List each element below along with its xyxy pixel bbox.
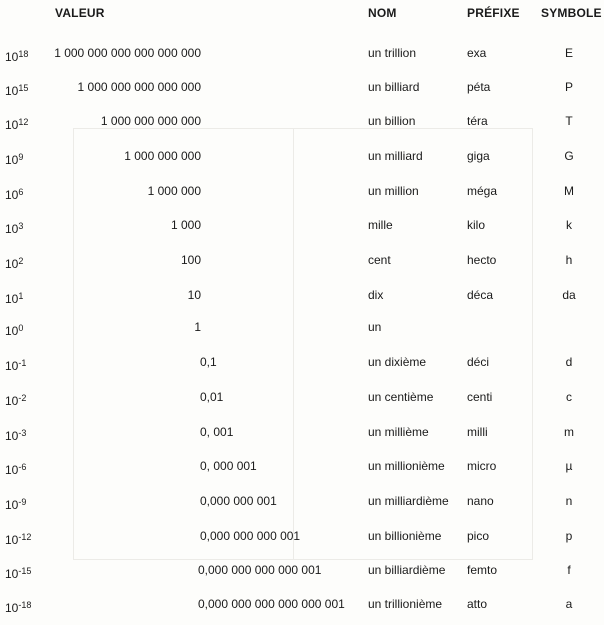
prefix-cell: déca bbox=[467, 288, 494, 302]
prefix-cell: pico bbox=[467, 529, 490, 543]
symbol-cell: µ bbox=[565, 459, 573, 473]
power-of-ten: $10^{18}$ bbox=[5, 49, 29, 64]
power-of-ten: $10^2$ bbox=[5, 256, 24, 271]
header-symbole: SYMBOLE bbox=[541, 6, 602, 20]
name-cell: un trillion bbox=[368, 46, 417, 60]
name-cell: un dixième bbox=[368, 355, 427, 369]
table-row bbox=[0, 216, 604, 246]
exponent: -2 bbox=[18, 393, 27, 403]
value-cell: 100 bbox=[180, 253, 201, 267]
table-row bbox=[0, 561, 604, 591]
value-cell: 1 000 000 000 000 000 000 bbox=[54, 46, 201, 60]
prefix-cell: nano bbox=[467, 494, 494, 508]
prefix-cell: femto bbox=[467, 563, 498, 577]
value-cell: 1 000 000 000 000 000 bbox=[77, 80, 201, 94]
power-of-ten: $10^{-12}$ bbox=[5, 532, 32, 547]
exponent: -3 bbox=[18, 428, 27, 438]
power-of-ten: $10^{-1}$ bbox=[5, 358, 27, 373]
table-row bbox=[0, 457, 604, 487]
value-cell: 0,1 bbox=[200, 355, 217, 369]
value-cell: 10 bbox=[187, 288, 201, 302]
power-of-ten: $10^{15}$ bbox=[5, 83, 29, 98]
symbol-cell: c bbox=[566, 390, 572, 404]
table-row bbox=[0, 286, 604, 316]
prefix-cell: téra bbox=[467, 114, 488, 128]
header-valeur: VALEUR bbox=[55, 6, 105, 20]
header-prefixe: PRÉFIXE bbox=[467, 6, 520, 20]
table-row bbox=[0, 595, 604, 625]
power-of-ten: $10^3$ bbox=[5, 221, 24, 236]
table-row bbox=[0, 353, 604, 383]
value-cell: 1 bbox=[194, 320, 201, 334]
exponent: -18 bbox=[18, 600, 32, 610]
symbol-cell: m bbox=[564, 425, 574, 439]
exponent: 2 bbox=[18, 256, 24, 266]
table-row bbox=[0, 388, 604, 418]
symbol-cell: k bbox=[566, 218, 572, 232]
table-row bbox=[0, 112, 604, 142]
table-row bbox=[0, 147, 604, 177]
value-cell: 1 000 000 bbox=[147, 184, 201, 198]
power-of-ten: $10^{-3}$ bbox=[5, 428, 27, 443]
exponent: 6 bbox=[18, 187, 24, 197]
name-cell: un million bbox=[368, 184, 419, 198]
symbol-cell: a bbox=[565, 597, 573, 611]
power-of-ten: $10^9$ bbox=[5, 152, 24, 167]
symbol-cell: M bbox=[564, 184, 574, 198]
prefix-cell: atto bbox=[467, 597, 488, 611]
value-cell: 0, 001 bbox=[200, 425, 234, 439]
name-cell: un billion bbox=[368, 114, 416, 128]
value-cell: 0,000 000 001 bbox=[200, 494, 277, 508]
value-cell: 0,000 000 000 001 bbox=[200, 529, 301, 543]
exponent: -9 bbox=[18, 497, 27, 507]
prefix-cell: méga bbox=[467, 184, 498, 198]
value-cell: 0,01 bbox=[200, 390, 224, 404]
table-row bbox=[0, 182, 604, 212]
table-row bbox=[0, 78, 604, 108]
name-cell: un centième bbox=[368, 390, 434, 404]
symbol-cell: p bbox=[565, 529, 573, 543]
table-row bbox=[0, 318, 604, 348]
exponent: -6 bbox=[18, 462, 27, 472]
exponent: 0 bbox=[18, 323, 24, 333]
exponent: 15 bbox=[18, 83, 29, 93]
name-cell: un billiardième bbox=[368, 563, 446, 577]
exponent: 18 bbox=[18, 49, 29, 59]
table-row bbox=[0, 527, 604, 557]
power-of-ten: $10^{-9}$ bbox=[5, 497, 27, 512]
name-cell: un bbox=[368, 320, 382, 334]
prefix-cell: hecto bbox=[467, 253, 497, 267]
name-cell: un billionième bbox=[368, 529, 442, 543]
prefix-cell: exa bbox=[467, 46, 487, 60]
symbol-cell: n bbox=[565, 494, 573, 508]
name-cell: un milliardième bbox=[368, 494, 449, 508]
power-of-ten: $10^6$ bbox=[5, 187, 24, 202]
exponent: -1 bbox=[18, 358, 27, 368]
exponent: 9 bbox=[18, 152, 24, 162]
table-row bbox=[0, 251, 604, 281]
symbol-cell: f bbox=[567, 563, 571, 577]
prefix-cell: centi bbox=[467, 390, 493, 404]
prefix-cell: kilo bbox=[467, 218, 486, 232]
prefix-cell: déci bbox=[467, 355, 490, 369]
name-cell: un billiard bbox=[368, 80, 420, 94]
prefix-cell: giga bbox=[467, 149, 490, 163]
name-cell: un milliard bbox=[368, 149, 423, 163]
exponent: 12 bbox=[18, 117, 29, 127]
prefix-cell: micro bbox=[467, 459, 497, 473]
symbol-cell: P bbox=[564, 80, 573, 94]
symbol-cell: da bbox=[562, 288, 576, 302]
power-of-ten: $10^{-2}$ bbox=[5, 393, 27, 408]
power-of-ten: $10^1$ bbox=[5, 291, 24, 306]
power-of-ten: $10^{12}$ bbox=[5, 117, 29, 132]
header-nom: NOM bbox=[368, 6, 397, 20]
exponent: -15 bbox=[18, 566, 32, 576]
value-cell: 1 000 bbox=[170, 218, 201, 232]
value-cell: 1 000 000 000 bbox=[124, 149, 201, 163]
value-cell: 0,000 000 000 000 000 001 bbox=[198, 597, 345, 611]
name-cell: cent bbox=[368, 253, 391, 267]
symbol-cell: G bbox=[564, 149, 574, 163]
symbol-cell: d bbox=[565, 355, 573, 369]
power-of-ten: $10^{-18}$ bbox=[5, 600, 32, 615]
symbol-cell: E bbox=[564, 46, 573, 60]
exponent: 1 bbox=[18, 291, 24, 301]
name-cell: un trillionième bbox=[368, 597, 443, 611]
value-cell: 0,000 000 000 000 001 bbox=[198, 563, 322, 577]
table-row bbox=[0, 492, 604, 522]
table-row bbox=[0, 423, 604, 453]
power-of-ten: $10^{-15}$ bbox=[5, 566, 32, 581]
exponent: -12 bbox=[18, 532, 32, 542]
power-of-ten: $10^0$ bbox=[5, 323, 24, 338]
power-of-ten: $10^{-6}$ bbox=[5, 462, 27, 477]
name-cell: mille bbox=[368, 218, 393, 232]
value-cell: 1 000 000 000 000 bbox=[100, 114, 201, 128]
name-cell: un millième bbox=[368, 425, 429, 439]
table-row bbox=[0, 44, 604, 74]
name-cell: dix bbox=[368, 288, 384, 302]
name-cell: un millionième bbox=[368, 459, 445, 473]
exponent: 3 bbox=[18, 221, 24, 231]
symbol-cell: T bbox=[565, 114, 573, 128]
prefix-cell: milli bbox=[467, 425, 488, 439]
prefix-cell: péta bbox=[467, 80, 491, 94]
symbol-cell: h bbox=[565, 253, 573, 267]
value-cell: 0, 000 001 bbox=[200, 459, 257, 473]
